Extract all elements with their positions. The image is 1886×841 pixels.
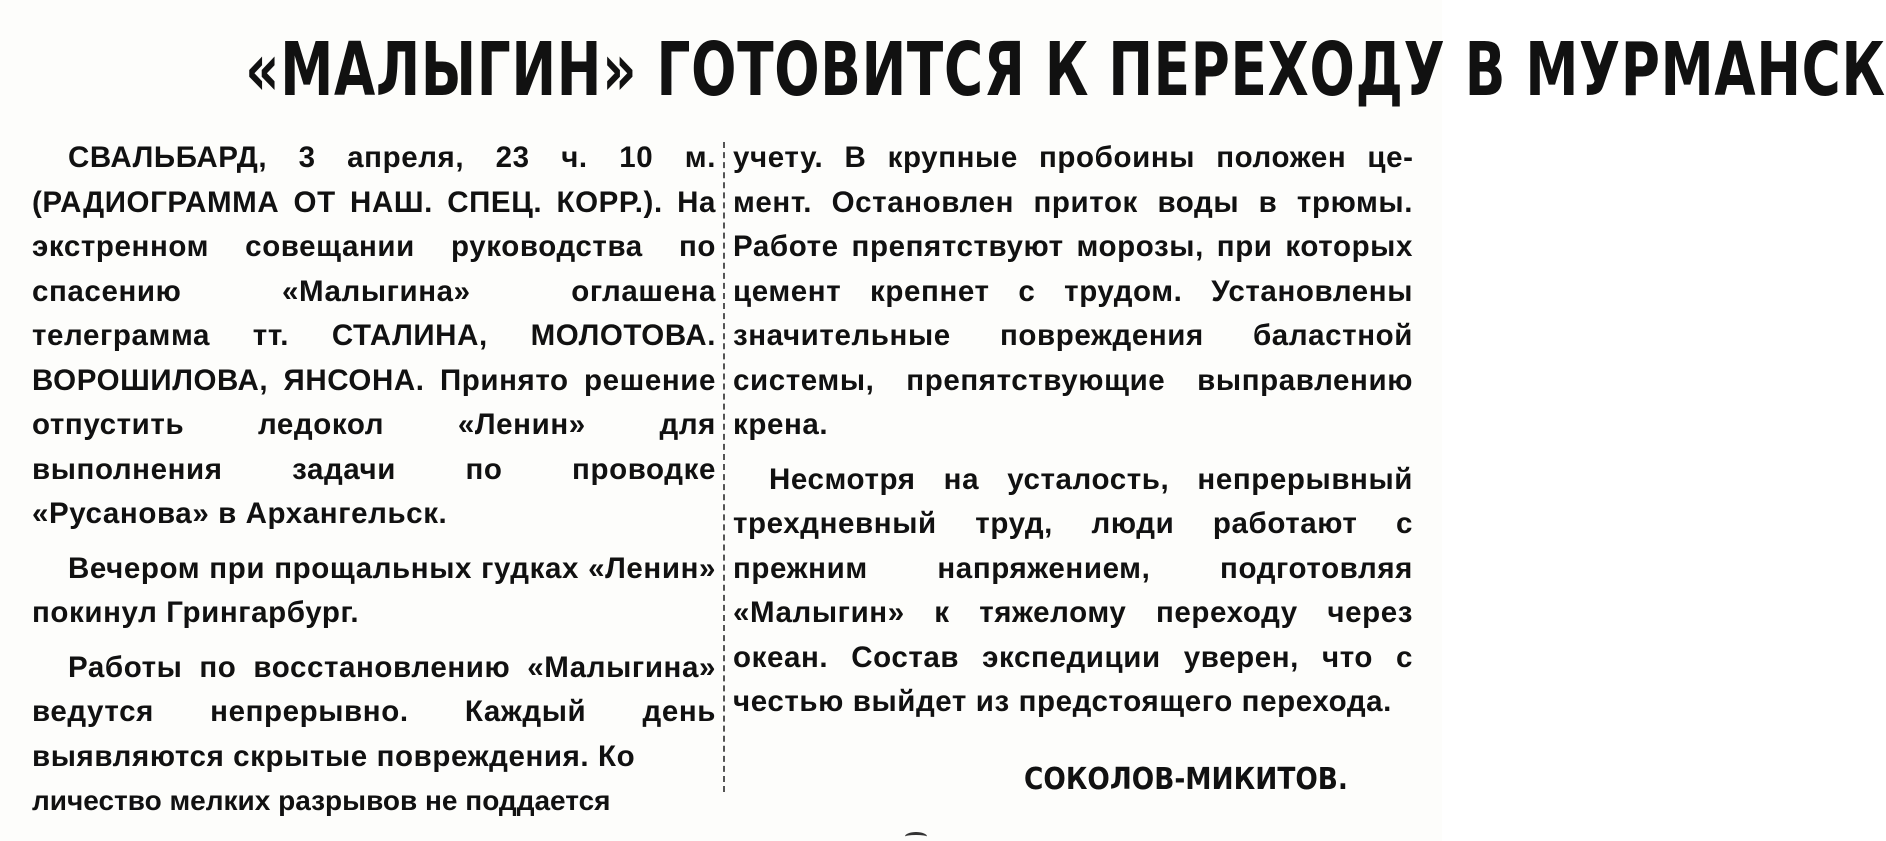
print-artifact-mark [905, 832, 927, 841]
right-paragraph-2: Несмотря на усталость, непрерывный трехдневный труд, люди работают с прежним напряжением, подготовляя «Малыгин» к тяжелому переходу через океан. Состав экспедиции уверен, что с честью выйдет из предстоящего перехода. [733, 462, 1413, 718]
article-headline: «МАЛЫГИН» ГОТОВИТСЯ К ПЕРЕХОДУ В МУРМАНСК [245, 27, 1886, 113]
right-paragraph-1: учету. В крупные пробоины положен цемент. Остановлен приток воды в трюмы. Работе препятствуют морозы, при которых цемент крепнет с трудом. Установлены значительные повреждения баластной системы, препятствующие выправлению крена. [733, 141, 1413, 441]
left-paragraph-2: Вечером при прощальных гудках «Ленин» покинул Грингарбург. [32, 551, 716, 629]
left-paragraph-3-last-line: личество мелких разрывов не поддается [32, 785, 611, 816]
left-paragraph-3: Работы по восстановлению «Малыгина» ведутся непрерывно. Каждый день выявляются скрытые повреждения. Ко [32, 650, 716, 773]
left-paragraph-1: СВАЛЬБАРД, 3 апреля, 23 ч. 10 м. (РАДИОГРАММА ОТ НАШ. СПЕЦ. КОРР.). На экстренном совещании руководства по спасению «Малыгина» оглашена телеграмма тт. СТАЛИНА, МОЛОТОВА. ВОРОШИЛОВА, ЯНСОНА. Принято решение отпустить ледокол «Ленин» для выполнения задачи по проводке «Русанова» в Архангельск. [32, 141, 716, 530]
column-divider [723, 142, 725, 792]
author-signature: СОКОЛОВ-МИКИТОВ. [1024, 762, 1348, 797]
right-column [733, 136, 1413, 735]
left-column [32, 136, 716, 824]
